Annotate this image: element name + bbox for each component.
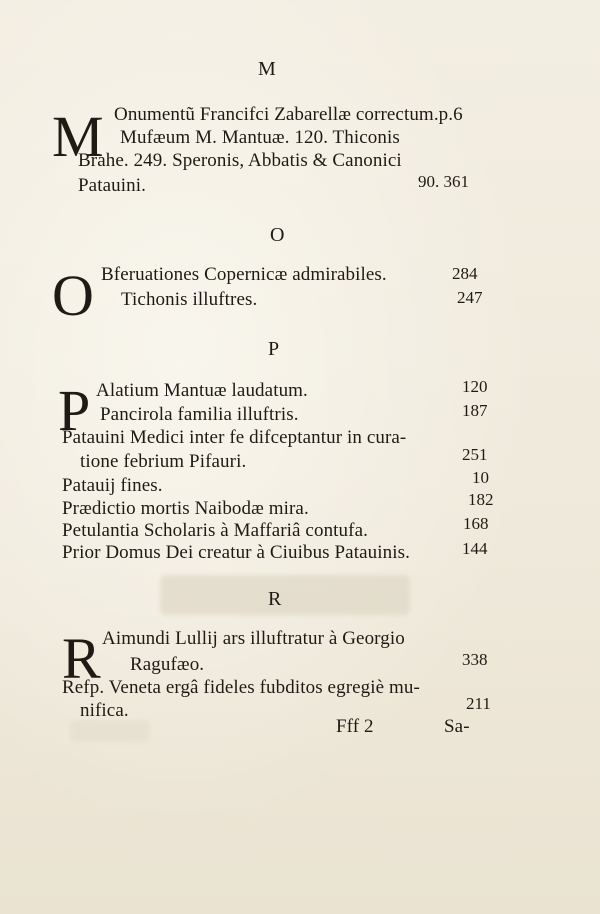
entry-text: Pancirola familia illuftris. <box>100 404 299 425</box>
entry-text: Alatium Mantuæ laudatum. <box>96 380 308 401</box>
page-ref: 187 <box>462 401 488 420</box>
drop-cap-p: P <box>58 378 91 443</box>
entry-text: Bferuationes Copernicæ admirabiles. <box>101 264 387 285</box>
page-ref: 90. 361 <box>418 172 469 191</box>
entry-text: Prior Domus Dei creatur à Ciuibus Patauinis. <box>62 542 410 563</box>
entry-text: Patauini Medici inter fe difceptantur in cura- <box>62 427 407 448</box>
entry-text: tione febrium Pifauri. <box>80 451 247 472</box>
entry-text: Patauini. <box>78 175 146 196</box>
page-ref: 247 <box>457 288 483 307</box>
entry-text: Prædictio mortis Naibodæ mira. <box>62 498 309 519</box>
page-ref: 120 <box>462 377 488 396</box>
catchword: Sa- <box>444 716 470 737</box>
entry-text: Tichonis illuftres. <box>121 289 258 310</box>
bleed-smudge <box>70 720 150 742</box>
entry-text: Brahe. 249. Speronis, Abbatis & Canonici <box>78 150 402 171</box>
entry-text: Patauij fines. <box>62 475 163 496</box>
page-ref: 284 <box>452 264 478 283</box>
entry-text: Mufæum M. Mantuæ. 120. Thiconis <box>120 127 400 148</box>
page-ref: 10 <box>472 468 489 487</box>
page-ref: 211 <box>466 694 491 713</box>
section-heading-o: O <box>270 224 285 246</box>
entry-text: Petulantia Scholaris à Maffariâ contufa. <box>62 520 368 541</box>
drop-cap-m: M <box>52 104 104 169</box>
page-ref: 182 <box>468 490 494 509</box>
page-ref: 338 <box>462 650 488 669</box>
entry-text: Aimundi Lullij ars illuftratur à Georgio <box>102 628 405 649</box>
woodcut-ornament-bleed <box>160 575 410 615</box>
drop-cap-o: O <box>52 263 94 328</box>
page-ref: 251 <box>462 445 488 464</box>
drop-cap-r: R <box>62 626 101 691</box>
entry-text: nifica. <box>80 700 129 721</box>
entry-text: Onumentũ Francifci Zabarellæ correctum.p.6 <box>114 104 463 125</box>
section-heading-m: M <box>258 58 276 80</box>
entry-text: Ragufæo. <box>130 654 205 675</box>
page-ref: 168 <box>463 514 489 533</box>
section-heading-p: P <box>268 338 280 360</box>
entry-text: Refp. Veneta ergâ fideles fubditos egregiè mu- <box>62 677 420 698</box>
signature-mark: Fff 2 <box>336 716 374 737</box>
section-heading-r: R <box>268 588 282 610</box>
page-ref: 144 <box>462 539 488 558</box>
